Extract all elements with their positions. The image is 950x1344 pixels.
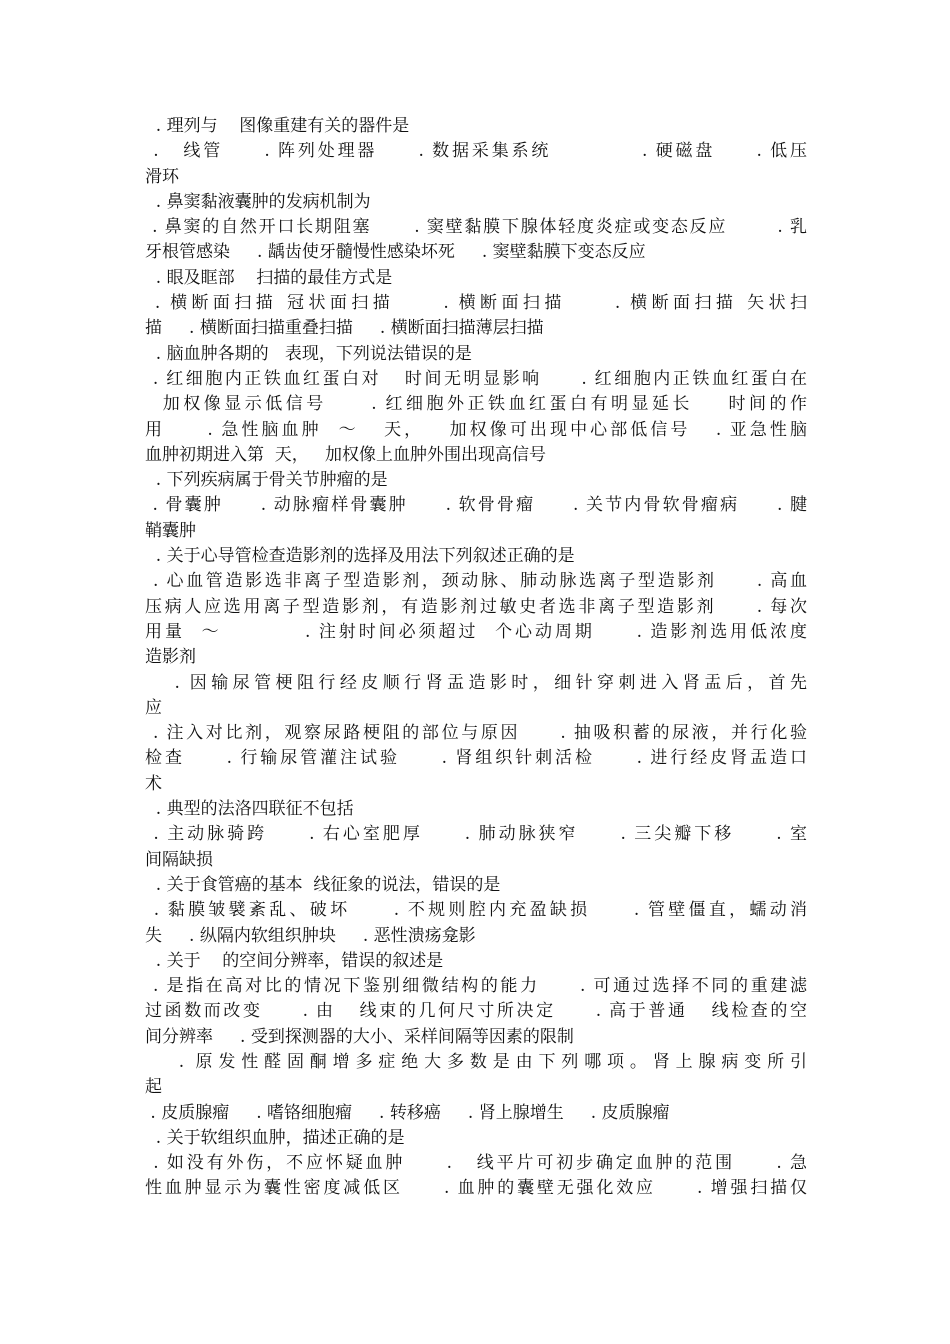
text-line: 造影剂 bbox=[145, 647, 196, 668]
text-line: . 骨囊肿 . 动脉瘤样骨囊肿 . 软骨骨瘤 . 关节内骨软骨瘤病 . 腱 bbox=[145, 495, 807, 516]
text-line: 术 bbox=[145, 773, 162, 794]
text-line: . 如没有外伤，不应怀疑血肿 . 线平片可初步确定血肿的范围 . 急 bbox=[145, 1153, 807, 1174]
text-line: 起 bbox=[145, 1077, 162, 1098]
text-line: . 是指在高对比的情况下鉴别细微结构的能力 . 可通过选择不同的重建滤 bbox=[145, 976, 807, 997]
text-line: 滑环 bbox=[145, 166, 179, 187]
text-line: . 典型的法洛四联征不包括 bbox=[145, 799, 354, 820]
text-line: . 关于软组织血肿，描述正确的是 bbox=[145, 1127, 405, 1148]
text-line: . 脑血肿各期的 表现，下列说法错误的是 bbox=[145, 343, 472, 364]
text-line: . 皮质腺瘤 . 嗜铬细胞瘤 . 转移癌 . 肾上腺增生 . 皮质腺瘤 bbox=[145, 1102, 670, 1123]
text-line: . 线管 . 阵列处理器 . 数据采集系统 . 硬磁盘 . 低压 bbox=[145, 141, 807, 162]
text-line: 过函数而改变 . 由 线束的几何尺寸所决定 . 高于普通 线检查的空 bbox=[145, 1001, 807, 1022]
text-line: . 注入对比剂，观察尿路梗阻的部位与原因 . 抽吸积蓄的尿液，并行化验 bbox=[145, 723, 807, 744]
text-line: 间分辨率 . 受到探测器的大小、采样间隔等因素的限制 bbox=[145, 1026, 574, 1047]
text-line: . 红细胞内正铁血红蛋白对 时间无明显影响 . 红细胞内正铁血红蛋白在 bbox=[145, 368, 807, 389]
text-line: 用量 ～ . 注射时间必须超过 个心动周期 . 造影剂选用低浓度 bbox=[145, 621, 807, 642]
text-line: 失 . 纵隔内软组织肿块 . 恶性溃疡龛影 bbox=[145, 925, 476, 946]
text-line: 鞘囊肿 bbox=[145, 520, 196, 541]
text-line: 描 . 横断面扫描重叠扫描 . 横断面扫描薄层扫描 bbox=[145, 318, 544, 339]
text-line: 间隔缺损 bbox=[145, 849, 213, 870]
text-line: . 主动脉骑跨 . 右心室肥厚 . 肺动脉狭窄 . 三尖瓣下移 . 室 bbox=[145, 824, 807, 845]
text-line: . 原发性醛固酮增多症绝大多数是由下列哪项。肾上腺病变所引 bbox=[145, 1051, 807, 1072]
text-line: 加权像显示低信号 . 红细胞外正铁血红蛋白有明显延长 时间的作 bbox=[145, 394, 807, 415]
text-line: . 心血管造影选非离子型造影剂，颈动脉、肺动脉选离子型造影剂 . 高血 bbox=[145, 571, 807, 592]
text-line: 应 bbox=[145, 697, 162, 718]
text-line: . 鼻窦黏液囊肿的发病机制为 bbox=[145, 191, 371, 212]
text-line: . 鼻窦的自然开口长期阻塞 . 窦壁黏膜下腺体轻度炎症或变态反应 . 乳 bbox=[145, 217, 807, 238]
text-line: . 关于食管癌的基本 线征象的说法，错误的是 bbox=[145, 874, 501, 895]
document-body bbox=[145, 114, 807, 1202]
text-line: . 眼及眶部 扫描的最佳方式是 bbox=[145, 267, 393, 288]
text-line: . 因输尿管梗阻行经皮顺行肾盂造影时，细针穿刺进入肾盂后，首先 bbox=[145, 672, 807, 693]
text-line: 用 . 急性脑血肿 ～ 天， 加权像可出现中心部低信号 . 亚急性脑 bbox=[145, 419, 807, 440]
text-line: . 下列疾病属于骨关节肿瘤的是 bbox=[145, 470, 388, 491]
text-line: 牙根管感染 . 龋齿使牙髓慢性感染坏死 . 窦壁黏膜下变态反应 bbox=[145, 242, 646, 263]
text-line: 性血肿显示为囊性密度减低区 . 血肿的囊壁无强化效应 . 增强扫描仅 bbox=[145, 1178, 807, 1199]
text-line: . 横断面扫描 冠状面扫描 . 横断面扫描 . 横断面扫描 矢状扫 bbox=[145, 293, 807, 314]
text-line: . 理列与 图像重建有关的器件是 bbox=[145, 116, 410, 136]
text-line: . 关于 的空间分辨率，错误的叙述是 bbox=[145, 950, 444, 971]
text-line: 血肿初期进入第 天， 加权像上血肿外围出现高信号 bbox=[145, 444, 547, 465]
text-line: . 关于心导管检查造影剂的选择及用法下列叙述正确的是 bbox=[145, 546, 575, 567]
text-line: 检查 . 行输尿管灌注试验 . 肾组织针刺活检 . 进行经皮肾盂造口 bbox=[145, 748, 807, 769]
text-line: 压病人应选用离子型造影剂，有造影剂过敏史者选非离子型造影剂 . 每次 bbox=[145, 596, 807, 617]
text-line: . 黏膜皱襞紊乱、破坏 . 不规则腔内充盈缺损 . 管壁僵直，蠕动消 bbox=[145, 900, 807, 921]
